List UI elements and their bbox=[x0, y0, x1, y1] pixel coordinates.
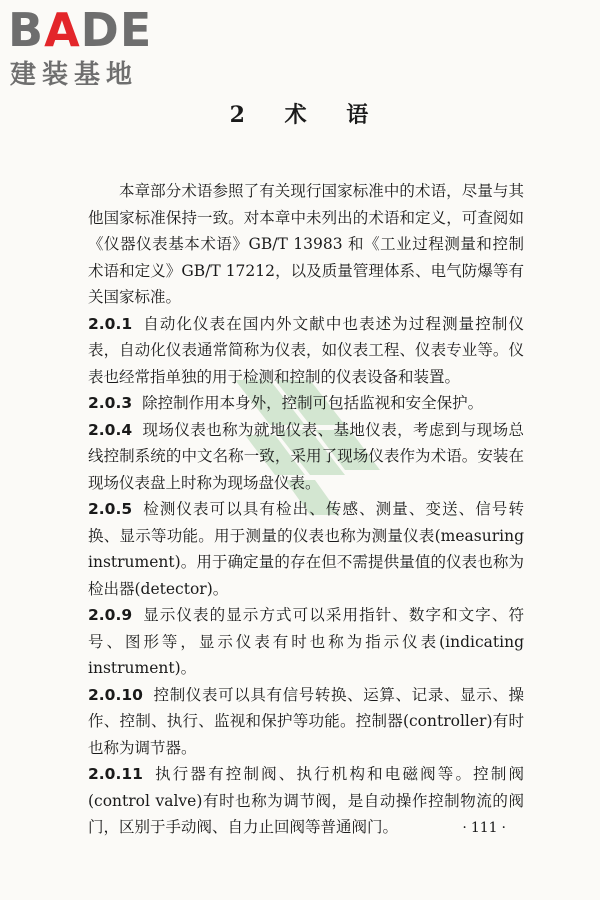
clause-number: 2.0.4 bbox=[88, 420, 133, 439]
logo-wordmark bbox=[8, 4, 152, 56]
clause-2-0-5 bbox=[88, 496, 524, 602]
page-number-value: 111 bbox=[470, 820, 498, 836]
clause-text: 除控制作用本身外，控制可包括监视和安全保护。 bbox=[142, 394, 484, 412]
clause-2-0-10 bbox=[88, 682, 524, 762]
intro-paragraph: 本章部分术语参照了有关现行国家标准中的术语，尽量与其他国家标准保持一致。对本章中未列出的术语和定义，可查阅如《仪器仪表基本术语》GB/T 13983 和《工业过程测量和控制 术语和定义》GB/T 17212，以及质量管理体系、电气防爆等有关国家标准。 bbox=[88, 182, 540, 306]
logo-letters-de: DE bbox=[80, 3, 153, 57]
page-number: · 111 · bbox=[462, 820, 506, 836]
clause-number: 2.0.11 bbox=[88, 765, 143, 783]
clause-2-0-1 bbox=[88, 311, 524, 391]
clause-text: 控制仪表可以具有信号转换、运算、记录、显示、操作、控制、执行、监视和保护等功能。控制器(controller)有时也称为调节器。 bbox=[88, 685, 524, 757]
clause-text: 检测仪表可以具有检出、传感、测量、变送、信号转换、显示等功能。用于测量的仪表也称为测量仪表(measuring instrument)。用于确定量的存在但不需提供量值的仪表也称为检出器(detector)。 bbox=[88, 500, 524, 598]
clause-2-0-9 bbox=[88, 602, 524, 682]
bade-logo bbox=[8, 4, 178, 94]
clause-text: 自动化仪表在国内外文献中也表述为过程测量控制仪表，自动化仪表通常简称为仪表，如仪表工程、仪表专业等。仪表也经常指单独的用于检测和控制的仪表设备和装置。 bbox=[88, 314, 524, 386]
clause-text: 显示仪表的显示方式可以采用指针、数字和文字、符号、图形等，显示仪表有时也称为指示仪表(indicating instrument)。 bbox=[88, 606, 524, 677]
clause-number: 2.0.10 bbox=[88, 685, 143, 704]
clause-number: 2.0.3 bbox=[88, 394, 133, 412]
logo-letter-b: B bbox=[8, 3, 45, 57]
clause-number: 2.0.5 bbox=[88, 500, 133, 518]
clause-text: 现场仪表也称为就地仪表、基地仪表，考虑到与现场总线控制系统的中文名称一致，采用了现场仪表作为术语。安装在现场仪表盘上时称为现场盘仪表。 bbox=[88, 420, 524, 492]
logo-subtitle: 建装基地 bbox=[10, 60, 139, 90]
clause-number: 2.0.9 bbox=[88, 606, 133, 624]
clause-2-0-4 bbox=[88, 417, 524, 497]
body-content bbox=[88, 178, 540, 841]
clause-2-0-3 bbox=[88, 390, 524, 417]
chapter-title: 2 术 语 bbox=[229, 102, 371, 128]
logo-letter-a: A bbox=[44, 3, 81, 57]
clause-text: 执行器有控制阀、执行机构和电磁阀等。控制阀(control valve)有时也称为调节阀，是自动操作控制物流的阀门，区别于手动阀、自力止回阀等普通阀门。 bbox=[88, 765, 524, 836]
clause-number: 2.0.1 bbox=[88, 314, 133, 333]
